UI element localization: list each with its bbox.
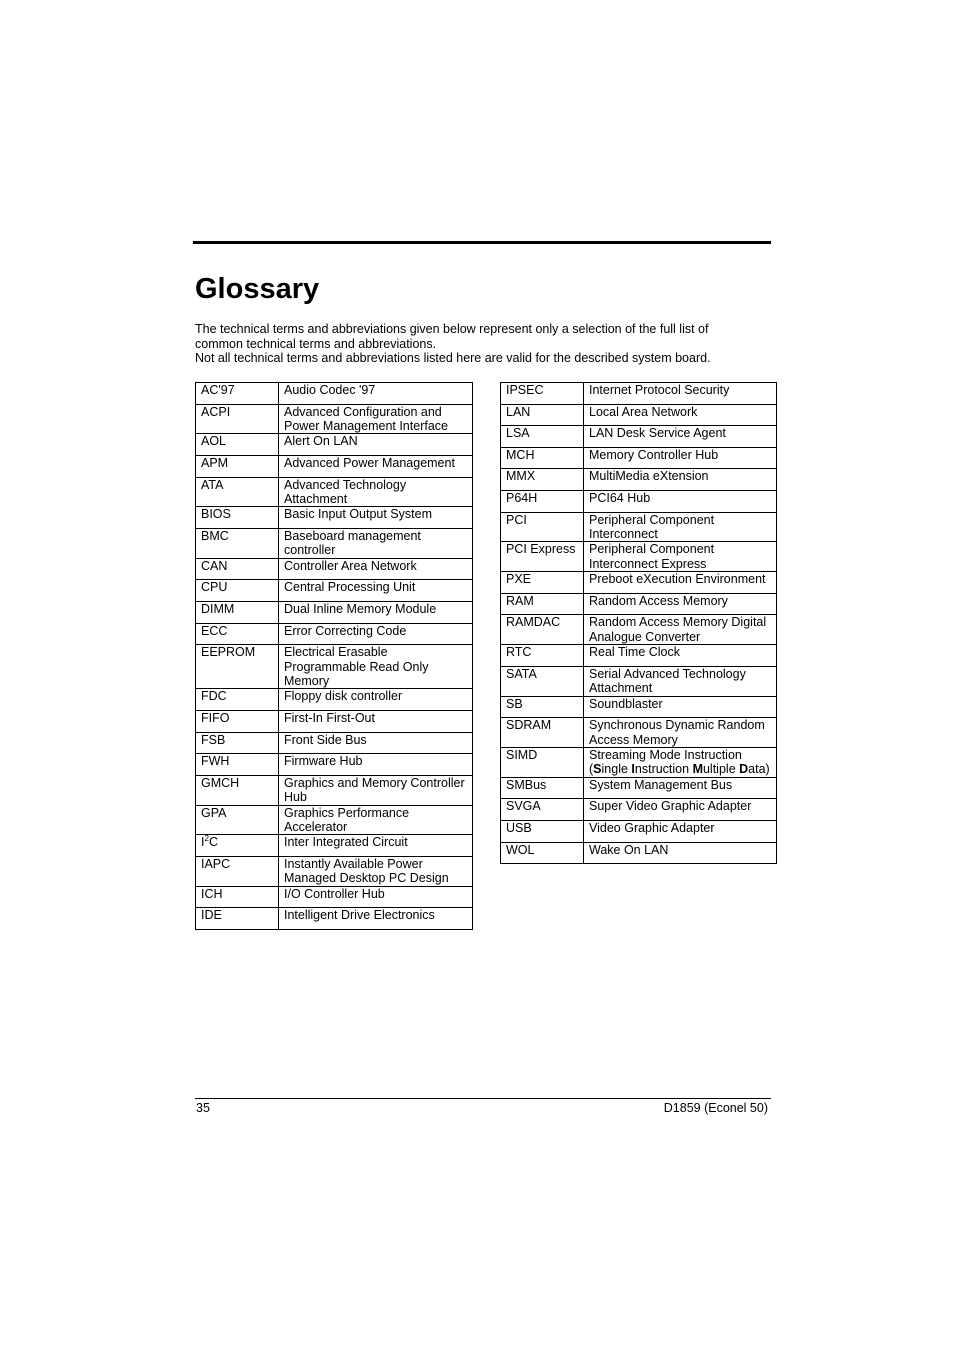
glossary-definition: Advanced Configuration and Power Management Interface [279,404,473,434]
glossary-term: SVGA [501,799,584,821]
term-rest: C [208,835,218,850]
glossary-term: FWH [196,754,279,776]
glossary-row [501,383,777,405]
glossary-term: PCI [501,512,584,542]
glossary-definition: Memory Controller Hub [584,447,777,469]
glossary-term: APM [196,456,279,478]
glossary-definition: Advanced Power Management [279,456,473,478]
glossary-term: SMBus [501,777,584,799]
glossary-row [501,469,777,491]
glossary-term: WOL [501,842,584,864]
glossary-definition: First-In First-Out [279,711,473,733]
glossary-term: USB [501,821,584,843]
glossary-term: LSA [501,426,584,448]
glossary-definition: Wake On LAN [584,842,777,864]
glossary-definition: Real Time Clock [584,645,777,667]
glossary-term: ECC [196,623,279,645]
glossary-row [501,512,777,542]
glossary-term: DIMM [196,602,279,624]
glossary-row [501,821,777,843]
glossary-term: RAMDAC [501,615,584,645]
glossary-definition: Soundblaster [584,696,777,718]
glossary-row [196,477,473,507]
header-rule [193,241,771,244]
glossary-row [196,558,473,580]
glossary-row [501,447,777,469]
glossary-term: IDE [196,908,279,930]
glossary-row [501,542,777,572]
glossary-definition: Inter Integrated Circuit [279,835,473,857]
glossary-definition: LAN Desk Service Agent [584,426,777,448]
glossary-definition: Central Processing Unit [279,580,473,602]
glossary-term: PCI Express [501,542,584,572]
glossary-definition: Preboot eXecution Environment [584,572,777,594]
glossary-row [196,711,473,733]
glossary-row [501,426,777,448]
glossary-definition: Front Side Bus [279,732,473,754]
glossary-term: IAPC [196,857,279,887]
glossary-row [196,434,473,456]
intro-paragraph-1: The technical terms and abbreviations given below represent only a selection of the full list of common technical terms and abbreviations. [195,322,709,351]
glossary-definition: Basic Input Output System [279,507,473,529]
glossary-row [196,886,473,908]
glossary-row [196,732,473,754]
glossary-row [196,383,473,405]
definition-part: ingle [601,762,632,777]
glossary-term: RAM [501,593,584,615]
glossary-row [501,615,777,645]
intro-text [195,322,755,366]
glossary-term: ICH [196,886,279,908]
glossary-definition: Peripheral Component Interconnect [584,512,777,542]
glossary-term: CAN [196,558,279,580]
glossary-term: AC'97 [196,383,279,405]
glossary-row [501,696,777,718]
glossary-definition: Peripheral Component Interconnect Express [584,542,777,572]
glossary-term: ACPI [196,404,279,434]
glossary-row [501,777,777,799]
glossary-row [501,842,777,864]
footer-rule [195,1098,771,1099]
glossary-definition: Graphics and Memory Controller Hub [279,775,473,805]
glossary-term: SB [501,696,584,718]
glossary-definition: Serial Advanced Technology Attachment [584,666,777,696]
term-superscript: 2 [204,834,209,844]
glossary-row [501,666,777,696]
glossary-definition: Graphics Performance Accelerator [279,805,473,835]
glossary-term: ATA [196,477,279,507]
glossary-definition: MultiMedia eXtension [584,469,777,491]
definition-part: ata) [748,762,770,777]
glossary-term: LAN [501,404,584,426]
glossary-definition: I/O Controller Hub [279,886,473,908]
glossary-term: EEPROM [196,645,279,689]
glossary-term: SATA [501,666,584,696]
glossary-term: CPU [196,580,279,602]
glossary-row [196,805,473,835]
glossary-row [196,456,473,478]
glossary-definition: Audio Codec '97 [279,383,473,405]
glossary-definition: Floppy disk controller [279,689,473,711]
glossary-row [196,754,473,776]
glossary-term: GPA [196,805,279,835]
definition-part: I [631,762,635,777]
glossary-term: MCH [501,447,584,469]
glossary-row [196,529,473,559]
glossary-term: GMCH [196,775,279,805]
glossary-definition: Synchronous Dynamic Random Access Memory [584,718,777,748]
glossary-definition: Baseboard management controller [279,529,473,559]
glossary-table-right [500,382,777,864]
glossary-row [501,593,777,615]
glossary-term: FIFO [196,711,279,733]
glossary-term: SDRAM [501,718,584,748]
glossary-term: PXE [501,572,584,594]
intro-paragraph-2: Not all technical terms and abbreviations listed here are valid for the described system board. [195,351,711,365]
glossary-definition: Firmware Hub [279,754,473,776]
glossary-row [196,908,473,930]
glossary-term: SIMD [501,748,584,778]
glossary-term: FSB [196,732,279,754]
glossary-definition: Video Graphic Adapter [584,821,777,843]
definition-part: nstruction [634,762,693,777]
glossary-row [501,799,777,821]
glossary-row [501,404,777,426]
glossary-definition: Random Access Memory Digital Analogue Converter [584,615,777,645]
glossary-term: BMC [196,529,279,559]
glossary-term: BIOS [196,507,279,529]
glossary-definition: Instantly Available Power Managed Desktop PC Design [279,857,473,887]
definition-part: Streaming Mode Instruction ( [589,748,742,777]
glossary-row [196,623,473,645]
glossary-row [196,689,473,711]
definition-part: M [692,762,703,777]
glossary-definition: Controller Area Network [279,558,473,580]
glossary-row [196,602,473,624]
definition-part: D [739,762,749,777]
glossary-term: AOL [196,434,279,456]
glossary-definition: Intelligent Drive Electronics [279,908,473,930]
glossary-definition: System Management Bus [584,777,777,799]
glossary-definition: Super Video Graphic Adapter [584,799,777,821]
page-title: Glossary [195,273,320,305]
glossary-row [196,404,473,434]
glossary-row [196,580,473,602]
glossary-row [501,572,777,594]
glossary-definition: Internet Protocol Security [584,383,777,405]
glossary-row [196,775,473,805]
glossary-definition: Dual Inline Memory Module [279,602,473,624]
glossary-definition: Alert On LAN [279,434,473,456]
glossary-term: RTC [501,645,584,667]
page-number: 35 [196,1101,210,1115]
glossary-term [196,835,279,857]
glossary-definition: Advanced Technology Attachment [279,477,473,507]
glossary-table-left [195,382,473,930]
glossary-definition: Error Correcting Code [279,623,473,645]
glossary-row [501,748,777,778]
glossary-term: P64H [501,490,584,512]
glossary-definition: PCI64 Hub [584,490,777,512]
glossary-row [196,645,473,689]
glossary-row [196,507,473,529]
glossary-definition: Local Area Network [584,404,777,426]
glossary-row [501,718,777,748]
glossary-definition: Electrical Erasable Programmable Read Only Memory [279,645,473,689]
definition-part: S [593,762,602,777]
glossary-term: IPSEC [501,383,584,405]
glossary-row [501,645,777,667]
glossary-row [501,490,777,512]
definition-part: ultiple [702,762,740,777]
glossary-row [196,857,473,887]
term-base: I [201,835,205,850]
glossary-definition: Random Access Memory [584,593,777,615]
glossary-row [196,835,473,857]
glossary-term: FDC [196,689,279,711]
document-id: D1859 (Econel 50) [663,1101,768,1115]
glossary-term: MMX [501,469,584,491]
glossary-definition [584,748,777,778]
